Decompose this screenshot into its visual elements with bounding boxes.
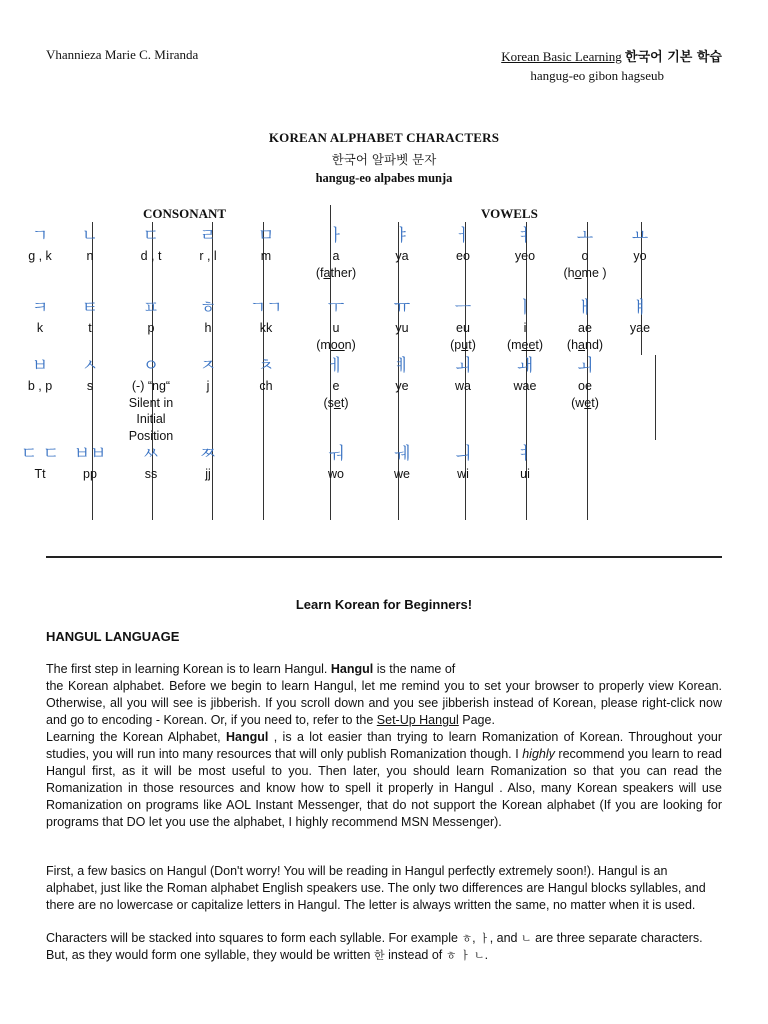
vowel-character: ㅞ [393,444,411,464]
consonant-character: ㅋ [31,298,49,318]
consonant-character: ㅅ [81,356,99,376]
vowel-romanization: ya [395,249,409,263]
paragraph-browser: the Korean alphabet. Before we begin to learn Hangul, let me remind you to set your browser to properly view Korean. Otherwise, all you will see is jibberish. If you scroll down and you see jibberish instead of Korean, please right-click now and go to encoding - Korean. Or, if you need to, refer to the Set-Up Hangul Page. Learning the Korean Alphabet, Hangul , is a lot easier than trying to learn Romanization of Korean. Throughout your studies, you will run into many resources that will only publish Romanization though. I highly recommend you learn to read Hangul first, as it will be most useful to you. Then later, you should learn Romanization so that you can read the Romanization in those resources and know how to spell it properly in Hangul . Also, many Korean speakers will use Romanization on programs like AOL Instant Messenger, that do not support the Korean alphabet (If you are looking for programs that DO let you use the alphabet, I highly recommend MSN Messenger). [46,679,723,829]
vowel-romanization: eo [456,249,470,263]
vowel-character: ㅒ [631,298,649,318]
vowel-romanization: eu [456,321,470,335]
vowel-character: ㅣ [516,298,534,318]
vowel-romanization: e [332,379,340,393]
consonant-romanization: (-) “ng“ Silent in Initial Position [128,379,174,443]
consonant-romanization: s [86,379,94,393]
vowel-character: ㅓ [454,226,472,246]
vowel-character: ㅑ [393,226,411,246]
consonant-character: ㅍ [142,298,160,318]
vowel-character: ㅚ [454,356,472,376]
consonant-character: ㄹ [199,226,217,246]
consonant-character: ㄴ [81,226,99,246]
consonant-romanization: g , k [28,249,52,263]
table-column-divider [655,355,656,440]
vowel-romanization: u [332,321,340,335]
vowel-character: ㅕ [516,444,534,464]
consonant-romanization: t [88,321,92,335]
setup-hangul-link[interactable]: Set-Up Hangul [376,713,459,727]
consonant-romanization: ss [144,467,158,481]
consonant-character: ㅌ [81,298,99,318]
consonant-character: ㅉ [199,444,217,464]
consonant-cell [60,226,120,265]
consonant-cell [178,444,238,483]
consonant-header: CONSONANT [143,206,227,221]
consonant-romanization: k [36,321,44,335]
consonant-cell [121,226,181,265]
consonant-cell [236,356,296,395]
vowel-romanization: wae [513,379,537,393]
vowel-romanization: a [332,249,340,263]
vowel-character: ㅠ [393,298,411,318]
vowel-example-word: (meet) [506,337,544,352]
consonant-romanization: n [86,249,94,263]
consonant-cell [236,298,296,337]
vowel-example-word: (set) [323,395,349,410]
vowel-romanization: wa [455,379,471,393]
vowel-character: ㅐ [576,298,594,318]
consonant-cell [178,226,238,265]
vowel-romanization: yeo [514,249,536,263]
vowel-romanization: o [581,249,589,263]
vowel-cell [433,356,493,395]
vowel-cell [306,298,366,353]
vowels-header: VOWELS [481,206,538,221]
consonant-romanization: h [204,321,212,335]
consonant-cell [122,356,180,444]
course-title-korean: 한국어 기본 학습 [625,50,722,65]
vowel-example-word: (put) [450,337,476,352]
consonant-character: ㅊ [257,356,275,376]
consonant-cell [60,356,120,395]
vowel-romanization: i [523,321,527,335]
vowel-character: ㅙ [516,356,534,376]
vowel-cell [372,356,432,395]
vowel-romanization: wi [457,467,469,481]
vowel-romanization: yo [633,249,647,263]
section-divider [46,556,722,558]
title-english: KOREAN ALPHABET CHARACTERS [268,130,500,145]
consonant-romanization: d , t [140,249,162,263]
consonant-character: ㄷ [142,226,160,246]
consonant-romanization: m [260,249,272,263]
vowel-cell [372,298,432,337]
consonant-romanization: ch [259,379,273,393]
vowel-cell [495,444,555,483]
vowel-cell [433,298,493,353]
course-title-english: Korean Basic Learning [501,49,622,64]
vowel-cell [555,226,615,281]
vowel-romanization: wo [328,467,344,481]
course-romanization: hangug-eo gibon hagseub [530,68,664,83]
vowel-character: ㅕ [516,226,534,246]
consonant-cell [121,444,181,483]
vowel-character: ㅢ [454,444,472,464]
vowel-cell [555,356,615,411]
consonant-character: ㅂㅂ [73,444,107,464]
vowel-romanization: yu [395,321,409,335]
title-romanization: hangug-eo alpabes munja [315,171,453,185]
consonant-cell [178,356,238,395]
consonant-romanization: p [147,321,155,335]
vowel-character: ㅚ [576,356,594,376]
consonant-romanization: kk [259,321,273,335]
consonant-cell [60,444,120,483]
consonant-character: ㄱ [31,226,49,246]
consonant-character: ㅂ [31,356,49,376]
paragraph-basics: First, a few basics on Hangul (Don't worry! You will be reading in Hangul perfectly extremely soon!). Hangul is an alphabet, just like the Roman alphabet English speakers use. The only two differences are Hangul blocks syllables, and there are no lowercase or capitalize letters in Hangul. The letter is always written the same, no matter when it is used. [46,864,706,912]
vowel-example-word: (hand) [566,337,604,352]
title-korean: 한국어 알파벳 문자 [331,152,437,167]
vowel-character: ㅗ [576,226,594,246]
consonant-character: ㅈ [199,356,217,376]
vowel-cell [433,444,493,483]
vowel-example-word: (father) [315,265,357,280]
paragraph-syllables: Characters will be stacked into squares to form each syllable. For example ㅎ, ㅏ, and ㄴ are three separate characters. But, as they would form one syllable, they would be written 한 instead of ㅎ ㅏ ㄴ. [46,931,703,962]
consonant-cell [121,298,181,337]
consonant-romanization: Tt [34,467,46,481]
document-title [0,130,768,186]
vowel-romanization: oe [578,379,592,393]
vowel-cell [306,356,366,411]
vowel-character: ㅡ [454,298,472,318]
vowel-cell [555,298,615,353]
consonant-character: ㄷ ㄷ [20,444,60,464]
vowel-character: ㅖ [393,356,411,376]
consonant-romanization: r , l [199,249,217,263]
vowel-cell [372,226,432,265]
vowel-cell [306,226,366,281]
consonant-character: ㅎ [199,298,217,318]
consonant-cell [236,226,296,265]
consonant-romanization: b , p [27,379,53,393]
vowel-cell [433,226,493,265]
vowel-character: ㅏ [327,226,345,246]
vowel-character: ㅝ [327,444,345,464]
lesson-heading: Learn Korean for Beginners! [295,597,473,612]
vowel-romanization: ye [395,379,409,393]
vowel-example-word: (wet) [571,395,599,410]
consonant-romanization: pp [83,467,97,481]
consonant-romanization: jj [205,467,211,481]
vowel-cell [495,356,555,395]
vowel-romanization: ui [520,467,530,481]
paragraph-intro: The first step in learning Korean is to learn Hangul. Hangul is the name of [46,662,456,676]
vowel-example-word: (moon) [316,337,356,352]
consonant-character: ㅇ [142,356,160,376]
section-heading: HANGUL LANGUAGE [46,629,180,644]
vowel-example-word: (home ) [563,265,607,280]
consonant-character: ㅁ [257,226,275,246]
consonant-cell [178,298,238,337]
consonant-romanization: j [206,379,210,393]
vowel-cell [610,226,670,265]
consonant-character: ㅆ [142,444,160,464]
consonant-character: ㄱㄱ [249,298,283,318]
vowel-cell [306,444,366,483]
vowel-character: ㅔ [327,356,345,376]
vowel-cell [610,298,670,337]
vowel-character: ㅜ [327,298,345,318]
vowel-romanization: yae [629,321,651,335]
vowel-romanization: we [394,467,410,481]
author-name: Vhannieza Marie C. Miranda [46,47,199,62]
vowel-cell [495,226,555,265]
vowel-romanization: ae [578,321,592,335]
vowel-character: ㅛ [631,226,649,246]
course-title [501,46,722,65]
vowel-cell [495,298,555,353]
vowel-cell [372,444,432,483]
consonant-cell [60,298,120,337]
